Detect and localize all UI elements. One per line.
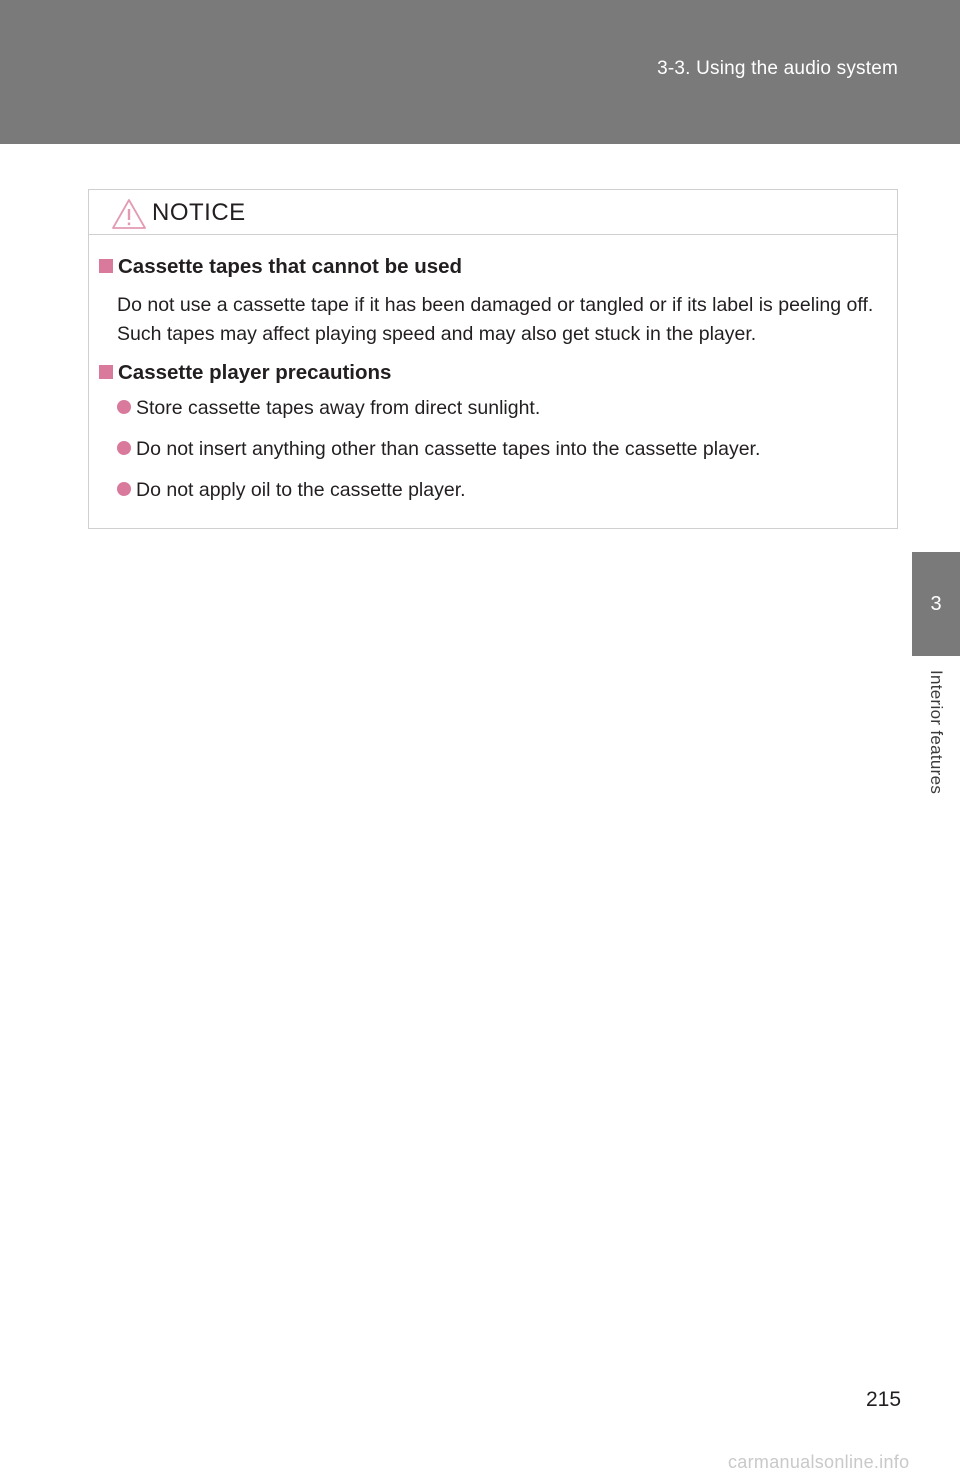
- notice-body: [89, 235, 897, 502]
- notice-title: NOTICE: [152, 199, 246, 226]
- watermark: carmanualsonline.info: [728, 1452, 910, 1472]
- list-item-text: Store cassette tapes away from direct sunlight.: [136, 397, 541, 419]
- square-bullet-icon: [99, 365, 113, 379]
- dot-bullet-icon: [117, 482, 131, 496]
- chapter-tab-label: [912, 656, 960, 856]
- dot-bullet-icon: [117, 400, 131, 414]
- chapter-tab-number: 3: [912, 552, 960, 656]
- header-band: [0, 0, 960, 144]
- chapter-label-text: Interior features: [927, 670, 946, 795]
- item-heading: [99, 361, 897, 385]
- item-heading-text: Cassette tapes that cannot be used: [118, 255, 463, 278]
- notice-box: [88, 189, 898, 529]
- item-heading-text: Cassette player precautions: [118, 361, 392, 384]
- list-item-text: Do not apply oil to the cassette player.: [136, 479, 466, 501]
- list-item: [117, 397, 897, 420]
- section-title: 3-3. Using the audio system: [657, 58, 898, 79]
- dot-bullet-icon: [117, 441, 131, 455]
- square-bullet-icon: [99, 259, 113, 273]
- list-item-text: Do not insert anything other than cassette tapes into the cassette player.: [136, 438, 761, 460]
- warning-triangle-icon: [111, 198, 147, 230]
- item-heading: [99, 255, 897, 279]
- list-item: [117, 438, 897, 461]
- item-paragraph: Do not use a cassette tape if it has been damaged or tangled or if its label is peeling off. Such tapes may affect playing speed and may also get stuck in the player.: [117, 294, 874, 345]
- notice-header: [89, 190, 897, 235]
- page-number: 215: [866, 1388, 902, 1411]
- list-item: [117, 479, 897, 502]
